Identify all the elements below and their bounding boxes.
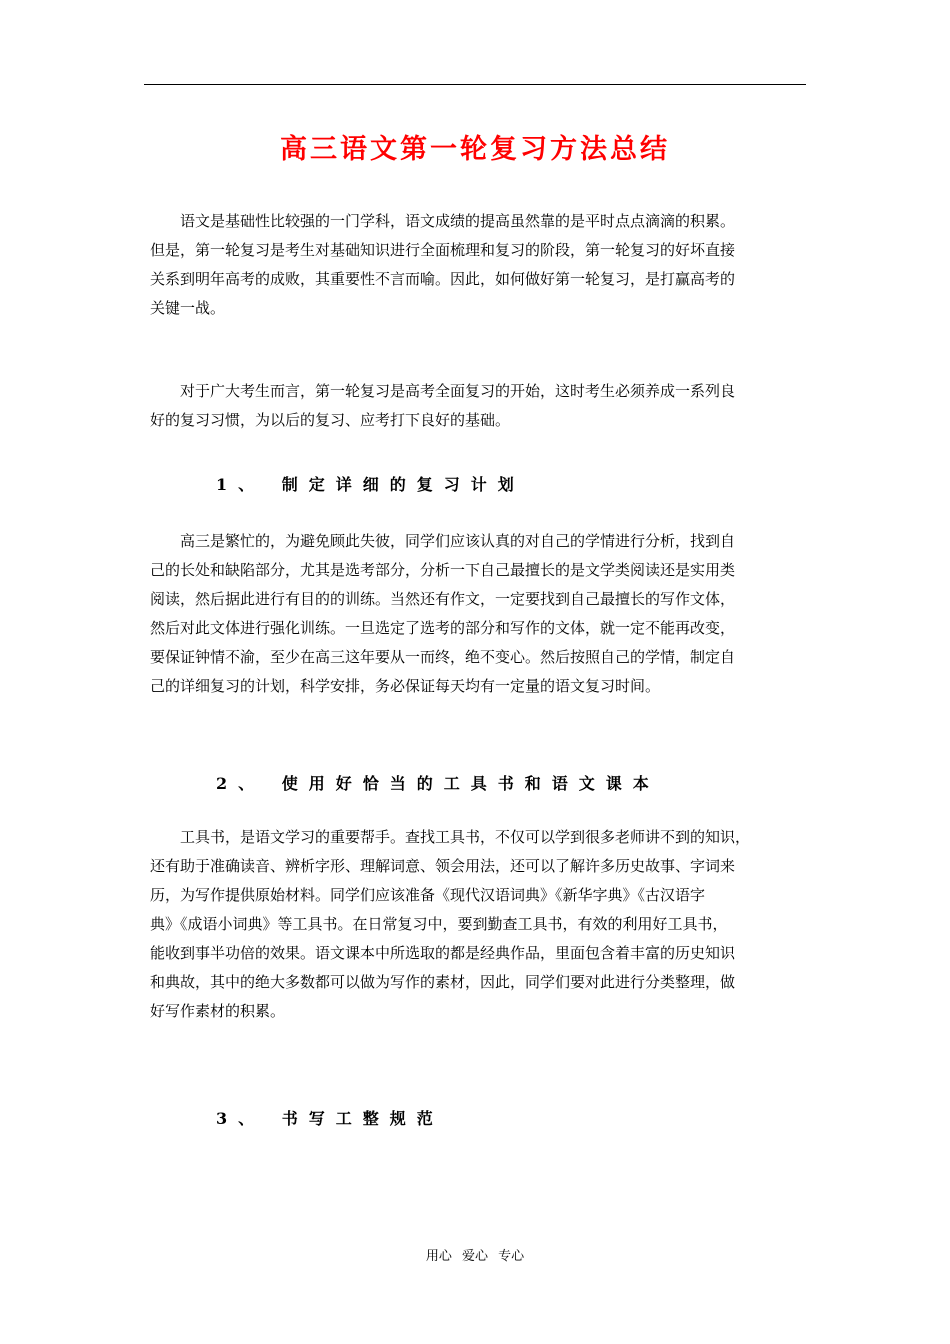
document-title: 高三语文第一轮复习方法总结: [280, 134, 670, 165]
heading-handwriting: 3、 书写工整规范: [216, 1109, 444, 1128]
page-footer: 用心 爱心 专心: [425, 1249, 525, 1264]
paragraph-intro: 语文是基础性比较强的一门学科，语文成绩的提高虽然靠的是平时点点滴滴的积累。 但是，第一轮复习是考生对基础知识进行全面梳理和复习的阶段，第一轮复习的好坏直接 关系到明年高考的成败，其重要性不言而喻。因此，如何做好第一轮复习，是打赢高考的 关键一战。: [150, 212, 736, 317]
heading-plan: 1、 制定详细的复习计划: [216, 475, 525, 494]
paragraph-plan: 高三是繁忙的，为避免顾此失彼，同学们应该认真的对自己的学情进行分析，找到自 己的长处和缺陷部分，尤其是选考部分，分析一下自己最擅长的是文学类阅读还是实用类 阅读，然后据此进行有目的的训练。当然还有作文，一定要找到自己最擅长的写作文体， 然后对此文体进行强化训练。一旦选定了选考的部分和写作的文体，就一定不能再改变， 要保证钟情不渝，至少在高三这年要从一而终，绝不变心。然后按照自己的学情，制定自 己的详细复习的计划，科学安排，务必保证每天均有一定量的语文复习时间。: [150, 532, 736, 695]
paragraph-habits: 对于广大考生而言，第一轮复习是高考全面复习的开始，这时考生必须养成一系列良 好的复习习惯，为以后的复习、应考打下良好的基础。: [150, 382, 736, 429]
header-rule: [144, 84, 806, 85]
paragraph-reference-books: 工具书，是语文学习的重要帮手。查找工具书，不仅可以学到很多老师讲不到的知识， 还有助于准确读音、辨析字形、理解词意、领会用法，还可以了解许多历史故事、字词来 历，为写作提供原始材料。同学们应该准备《现代汉语词典》《新华字典》《古汉语字 典》《成语小词典》等工具书。在日常复习中，要到勤查工具书，有效的利用好工具书， 能收到事半功倍的效果。语文课本中所选取的都是经典作品，里面包含着丰富的历史知识 和典故，其中的绝大多数都可以做为写作的素材，因此，同学们要对此进行分类整理，做 好写作素材的积累。: [150, 828, 751, 1020]
heading-reference-books: 2、 使用好恰当的工具书和语文课本: [216, 774, 660, 793]
